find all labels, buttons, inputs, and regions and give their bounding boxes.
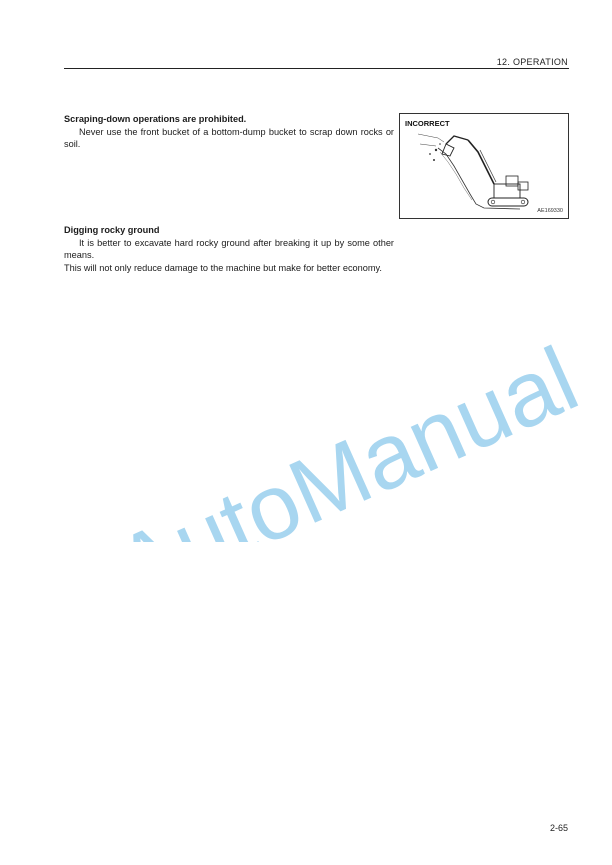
header-section-title: 12. OPERATION xyxy=(496,57,568,67)
section-heading: Scraping-down operations are prohibited. xyxy=(64,114,247,124)
section-paragraph: This will not only reduce damage to the machine but make for better economy. xyxy=(64,262,382,273)
page-number: 2-65 xyxy=(549,823,568,833)
section-digging-rocky-ground xyxy=(64,224,394,274)
section-scraping-prohibited xyxy=(64,113,394,151)
section-heading: Digging rocky ground xyxy=(64,225,160,235)
section-paragraph: It is better to excavate hard rocky ground after breaking it up by some other means. xyxy=(64,237,394,261)
figure-label: INCORRECT xyxy=(405,119,450,128)
watermark xyxy=(62,322,582,542)
excavator-scraping-illustration-icon xyxy=(400,114,570,220)
figure-code: AE169330 xyxy=(537,208,563,214)
figure-incorrect-scraping xyxy=(399,113,569,219)
svg-text:AutoManual: AutoManual xyxy=(101,328,582,542)
watermark-logo xyxy=(62,322,582,542)
section-paragraph: Never use the front bucket of a bottom-dump bucket to scrap down rocks or soil. xyxy=(64,126,394,150)
header-divider xyxy=(64,68,569,69)
